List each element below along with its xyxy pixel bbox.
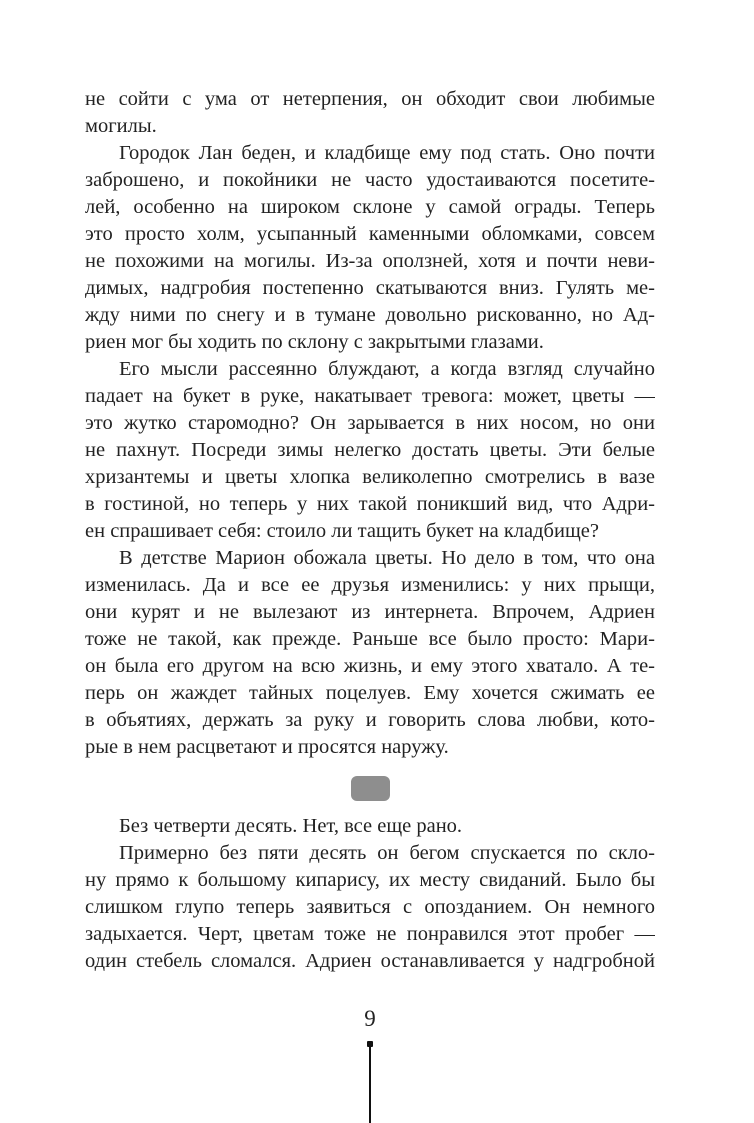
text-line: Примерно без пяти десять он бегом спускается по скло-: [119, 842, 655, 864]
footer-vertical-line: [369, 1041, 371, 1123]
text-line: изменилась. Да и все ее друзья изменились: у них прыщи,: [85, 574, 655, 596]
text-line: это жутко старомодно? Он зарывается в них носом, но они: [85, 412, 655, 434]
paragraph: [85, 545, 655, 761]
text-line: В детстве Марион обожала цветы. Но дело в том, что она: [119, 547, 655, 569]
text-section-1: [85, 86, 655, 761]
section-divider: [351, 776, 390, 801]
text-line: могилы.: [85, 115, 157, 137]
text-line: слишком глупо теперь заявиться с опозданием. Он немного: [85, 896, 655, 918]
text-line: не похожими на могилы. Из-за оползней, хотя и почти неви-: [85, 250, 655, 272]
text-line: Без четверти десять. Нет, все еще рано.: [119, 815, 463, 837]
text-line: не сойти с ума от нетерпения, он обходит свои любимые: [85, 88, 655, 110]
text-line: падает на букет в руке, накатывает тревога: может, цветы —: [85, 385, 655, 407]
text-line: Городок Лан беден, и кладбище ему под стать. Оно почти: [119, 142, 655, 164]
text-line: жду ними по снегу и в тумане довольно рискованно, но Ад-: [85, 304, 655, 326]
text-line: задыхается. Черт, цветам тоже не понравился этот пробег —: [85, 923, 655, 945]
text-line: они курят и не вылезают из интернета. Впрочем, Адриен: [85, 601, 655, 623]
page-number: 9: [364, 1006, 376, 1031]
paragraph: [85, 356, 655, 545]
text-line: рые в нем расцветают и просятся наружу.: [85, 736, 449, 758]
text-line: риен мог бы ходить по склону с закрытыми глазами.: [85, 331, 544, 353]
text-section-2: [85, 813, 655, 975]
text-line: не пахнут. Посреди зимы нелегко достать цветы. Эти белые: [85, 439, 655, 461]
text-line: это просто холм, усыпанный каменными обломками, совсем: [85, 223, 655, 245]
text-line: Его мысли рассеянно блуждают, а когда взгляд случайно: [119, 358, 655, 380]
text-line: ен спрашивает себя: стоило ли тащить букет на кладбище?: [85, 520, 599, 542]
paragraph: [85, 813, 655, 840]
text-line: димых, надгробия постепенно скатываются вниз. Гулять ме-: [85, 277, 655, 299]
text-line: ну прямо к большому кипарису, их месту свиданий. Было бы: [85, 869, 655, 891]
text-line: перь он жаждет тайных поцелуев. Ему хочется сжимать ее: [85, 682, 655, 704]
text-line: один стебель сломался. Адриен останавливается у надгробной: [85, 950, 655, 972]
paragraph: [85, 840, 655, 975]
text-line: тоже не такой, как прежде. Раньше все было просто: Мари-: [85, 628, 655, 650]
paragraph: [85, 86, 655, 140]
body-text: [85, 86, 655, 975]
text-line: в объятиях, держать за руку и говорить слова любви, кото-: [85, 709, 655, 731]
text-line: заброшено, и покойники не часто удостаиваются посетите-: [85, 169, 655, 191]
text-line: хризантемы и цветы хлопка великолепно смотрелись в вазе: [85, 466, 655, 488]
text-line: он была его другом на всю жизнь, и ему этого хватало. А те-: [85, 655, 655, 677]
footer-line-dot: [367, 1041, 373, 1047]
text-line: в гостиной, но теперь у них такой поникший вид, что Адри-: [85, 493, 655, 515]
paragraph: [85, 140, 655, 356]
text-line: лей, особенно на широком склоне у самой ограды. Теперь: [85, 196, 655, 218]
